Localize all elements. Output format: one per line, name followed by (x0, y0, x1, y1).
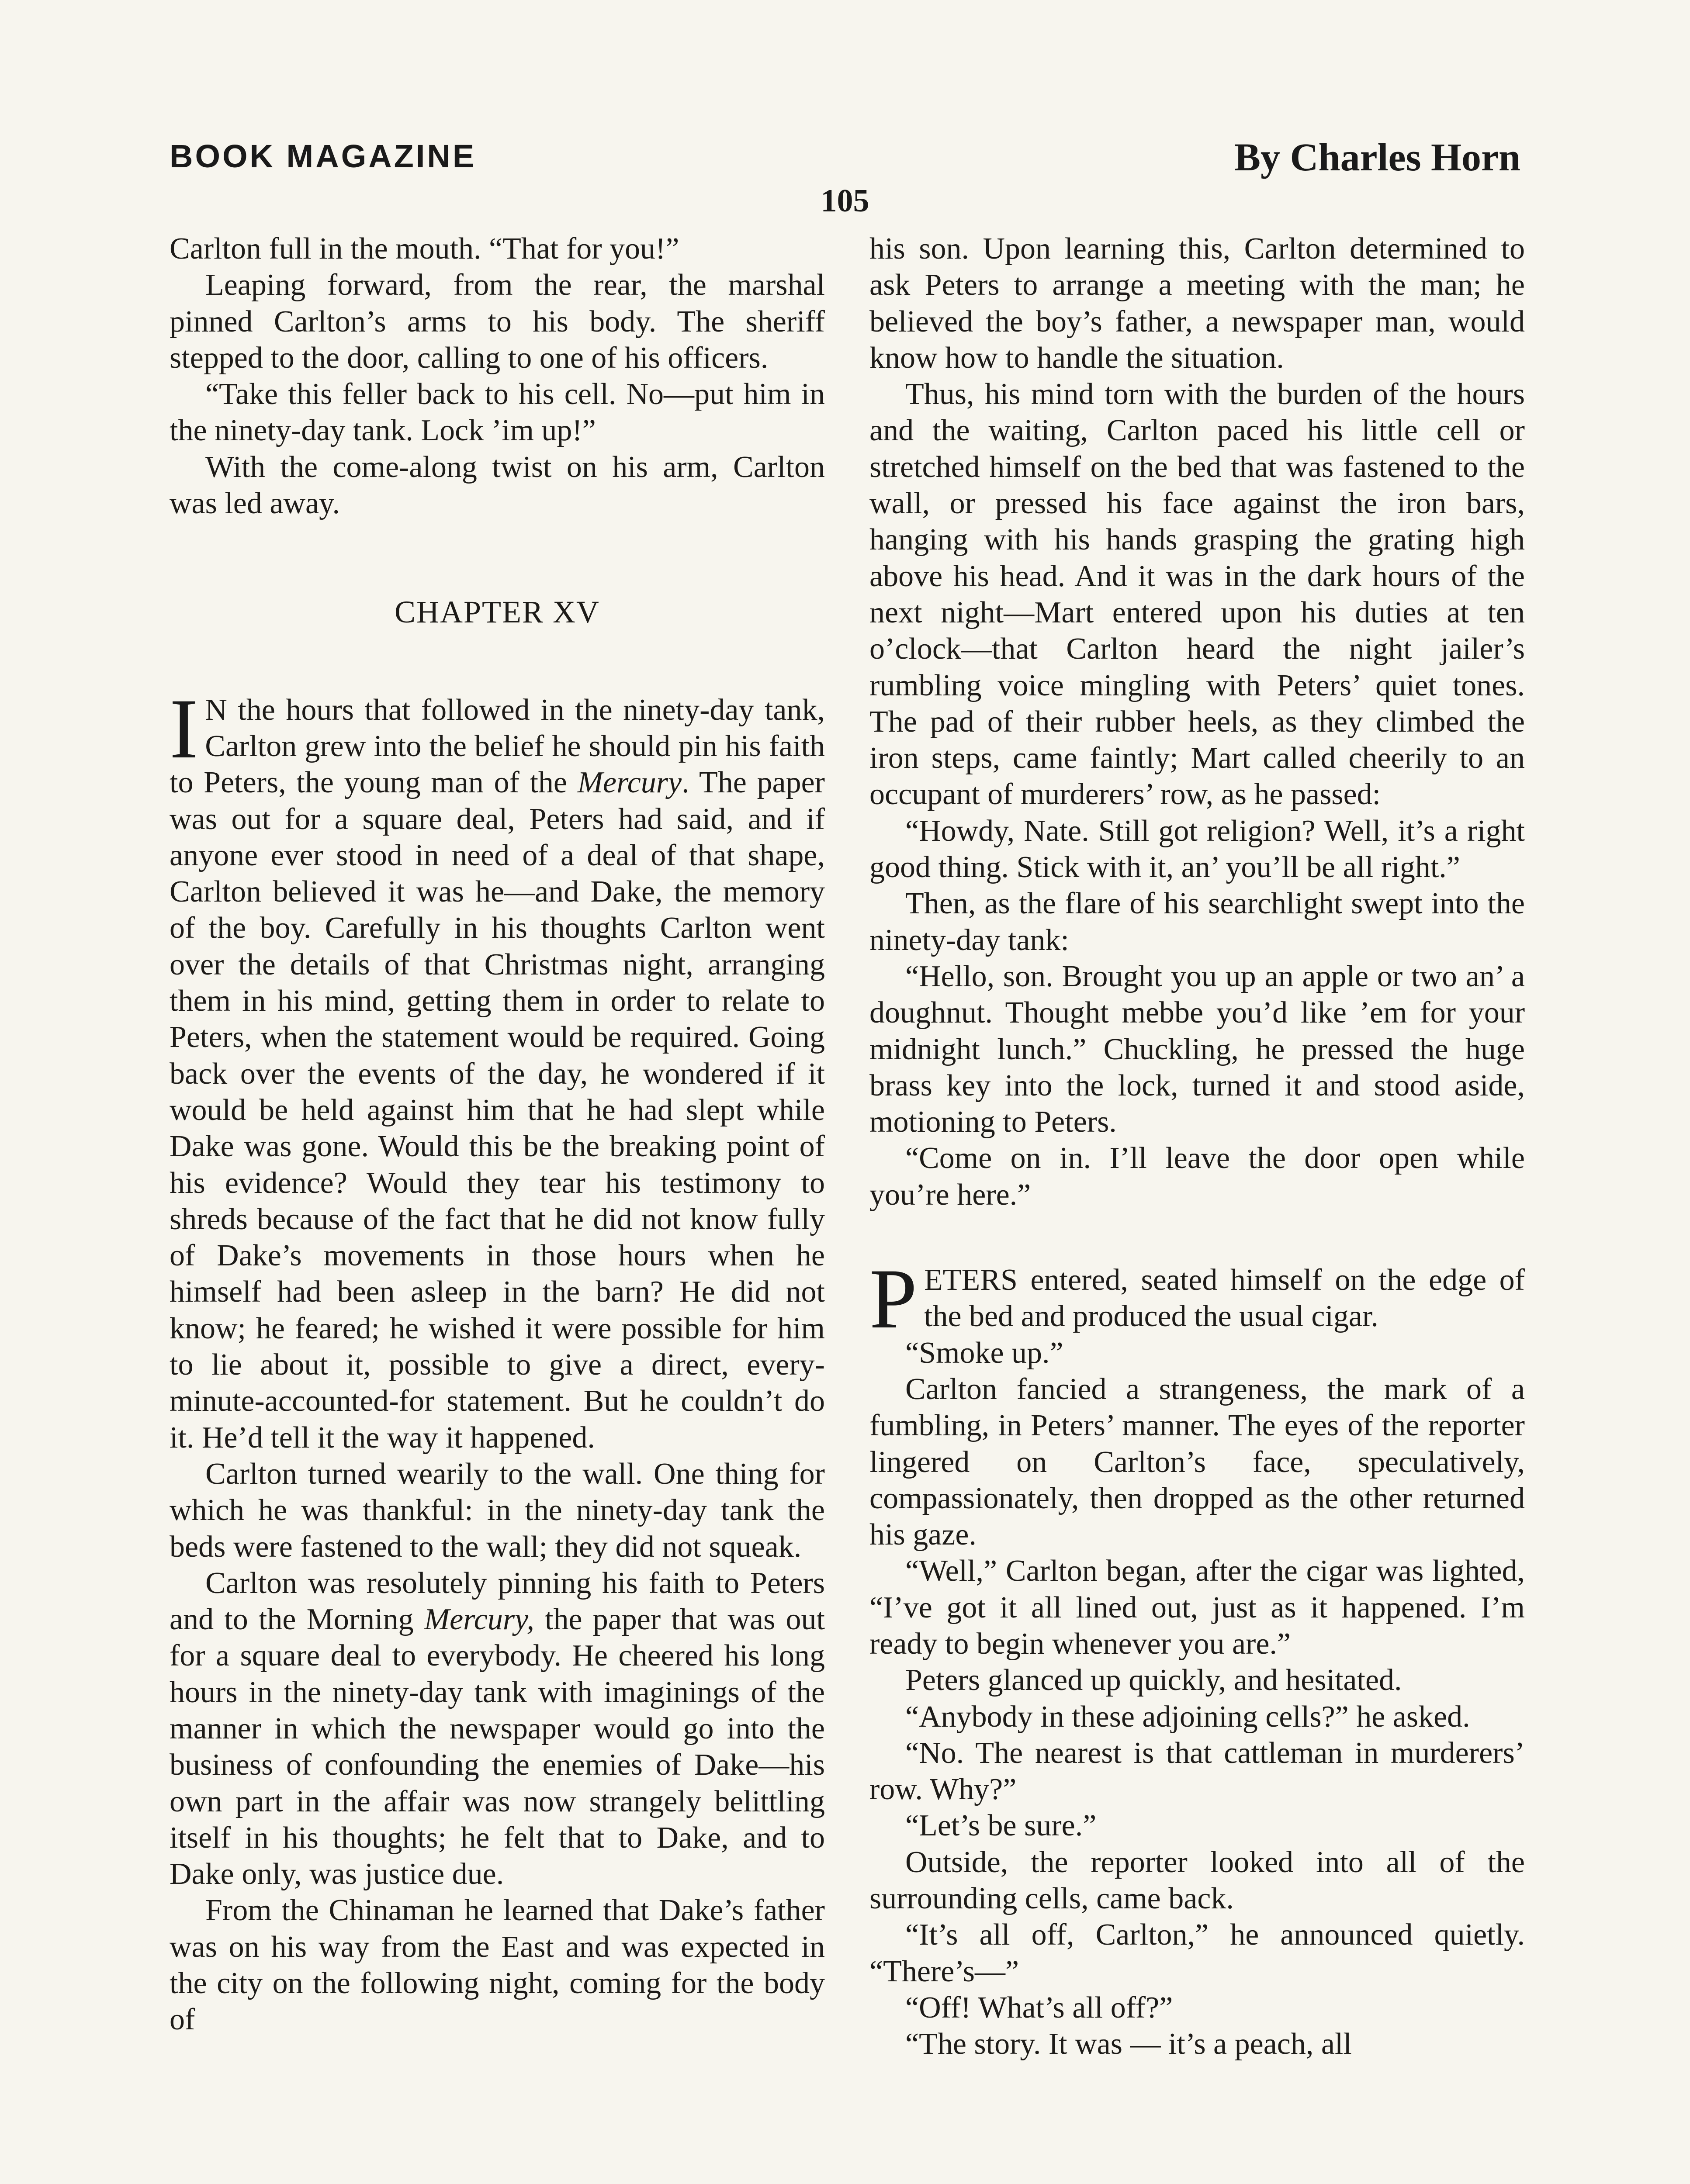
paragraph: “Howdy, Nate. Still got religion? Well, it’s a right good thing. Stick with it, an’ you’ll be all right.” (869, 814, 1525, 885)
paragraph: “Well,” Carlton began, after the cigar was lighted, “I’ve got it all lined out, just as it happened. I’m ready to begin whenever you are.” (869, 1554, 1525, 1661)
section-break (869, 1213, 1525, 1262)
paragraph: Peters glanced up quickly, and hesitated. (905, 1663, 1402, 1697)
magazine-title: BOOK MAGAZINE (170, 138, 477, 174)
paragraph: Thus, his mind torn with the burden of the hours and the waiting, Carlton paced his little cell or stretched himself on the bed that was fastened to the wall, or pressed his face against the iron bars, hanging with his hands grasping the grating high above his head. And it was in the dark hours of the next night—Mart entered upon his duties at ten o’clock—that Carlton heard the night jailer’s rumbling voice mingling with Peters’ quiet tones. The pad of their rubber heels, as they climbed the iron steps, came faintly; Mart called cheerily to an occupant of murderers’ row, as he passed: (869, 377, 1525, 812)
right-column (869, 231, 1525, 2063)
paragraph (170, 1565, 825, 1893)
paragraph: “Anybody in these adjoining cells?” he asked. (905, 1700, 1470, 1734)
text-run: N the hours that followed in the ninety-day tank, Carlton grew into the belief he should pin his faith to Peters, the young man of the (170, 693, 825, 800)
paragraph: “The story. It was — it’s a peach, all (905, 2027, 1352, 2061)
paragraph: Then, as the flare of his searchlight swept into the ninety-day tank: (869, 887, 1525, 957)
author-byline: By Charles Horn (1234, 136, 1520, 179)
paragraph: “Hello, son. Brought you up an apple or two an’ a doughnut. Thought mebbe you’d like ’em for your midnight lunch.” Chuckling, he pressed the huge brass key into the lock, turned it and stood aside, motioning to Peters. (869, 959, 1525, 1139)
paragraph: Carlton fancied a strangeness, the mark of a fumbling, in Peters’ manner. The eyes of the reporter lingered on Carlton’s face, speculatively, compassionately, then dropped as the other returned his gaze. (869, 1372, 1525, 1552)
running-head (170, 138, 1520, 186)
drop-cap: P (869, 1251, 918, 1347)
paragraph: From the Chinaman he learned that Dake’s father was on his way from the East and was expected in the city on the following night, coming for the body of (170, 1894, 825, 2037)
paragraph: “Take this feller back to his cell. No—put him in the ninety-day tank. Lock ’im up!” (170, 377, 825, 448)
paragraph: “Smoke up.” (905, 1336, 1063, 1370)
paragraph: With the come-along twist on his arm, Carlton was led away. (170, 450, 825, 521)
text-run: ETERS entered, seated himself on the edge of the bed and produced the usual cigar. (924, 1263, 1525, 1334)
page-number: 105 (821, 183, 869, 219)
section-opening-paragraph (869, 1251, 1525, 1347)
paragraph: “Off! What’s all off?” (905, 1990, 1173, 2025)
left-column (170, 231, 825, 2038)
paragraph: Carlton turned wearily to the wall. One thing for which he was thankful: in the ninety-day tank the beds were fastened to the wall; they did not squeak. (170, 1457, 825, 1564)
text-run: the paper that was out for a square deal to everybody. He cheered his long hours in the ninety-day tank with imaginings of the manner in which the newspaper would go into the business of confounding the enemies of Dake—his own part in the affair was now strangely belittling itself in his thoughts; he felt that to Dake, and to Dake only, was justice due. (170, 1603, 825, 1891)
drop-cap: I (170, 681, 198, 776)
paragraph: his son. Upon learning this, Carlton determined to ask Peters to arrange a meeting with the man; he believed the boy’s father, a newspaper man, would know how to handle the situation. (869, 232, 1525, 375)
paragraph: Outside, the reporter looked into all of the surrounding cells, came back. (869, 1845, 1525, 1916)
paragraph: Leaping forward, from the rear, the marshal pinned Carlton’s arms to his body. The sheriff stepped to the door, calling to one of his officers. (170, 268, 825, 375)
text-run: Carlton was resolutely pinning his faith to Peters and to the Morning (170, 1566, 825, 1637)
text-run: . The paper was out for a square deal, Peters had said, and if anyone ever stood in need of a deal of that shape, Carlton believed it was he—and Dake, the memory of the boy. Carefully in his thoughts Carlton went over the details of that Christmas night, arranging them in his mind, getting them in order to relate to Peters, when the statement would be required. Going back over the events of the day, he wondered if it would be held against him that he had slept while Dake was gone. Would this be the breaking point of his evidence? Would they tear his testimony to shreds because of the fact that he did not know fully of Dake’s movements in those hours when he himself had been asleep in the barn? He did not know; he feared; he wished it were possible for him to lie about it, possible to give a direct, every-minute-accounted-for statement. But he couldn’t do it. He’d tell it the way it happened. (170, 766, 825, 1455)
paragraph: “No. The nearest is that cattleman in murderers’ row. Why?” (869, 1736, 1525, 1807)
chapter-heading: CHAPTER XV (394, 594, 600, 630)
paragraph: Carlton full in the mouth. “That for you!” (170, 232, 679, 266)
paragraph: “Come on in. I’ll leave the door open while you’re here.” (869, 1141, 1525, 1212)
newspaper-name: Mercury (577, 766, 682, 800)
chapter-opening-paragraph (170, 681, 825, 1456)
paragraph: “Let’s be sure.” (905, 1809, 1097, 1843)
newspaper-name: Mercury, (424, 1603, 534, 1637)
paragraph: “It’s all off, Carlton,” he announced quietly. “There’s—” (869, 1918, 1525, 1988)
